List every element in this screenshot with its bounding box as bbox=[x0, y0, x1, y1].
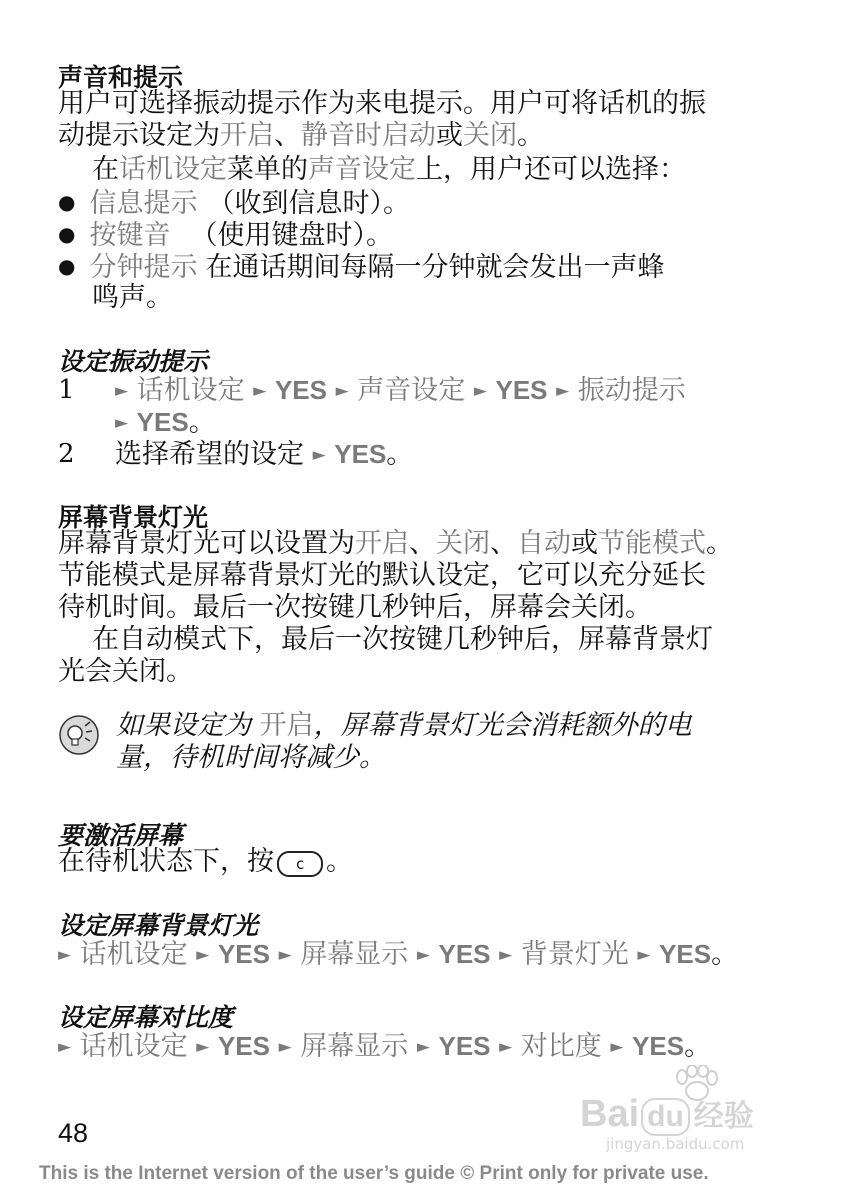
option-key-sound: 按键音 bbox=[89, 220, 171, 251]
menu-path bbox=[58, 938, 738, 971]
text: 。 bbox=[517, 120, 544, 151]
right-arrow-icon: ► bbox=[58, 1037, 72, 1057]
yes-key-label: YES bbox=[438, 939, 491, 969]
paragraph-line: 光会关闭。 bbox=[58, 656, 193, 687]
text: 屏幕背景灯光可以设置为 bbox=[58, 528, 355, 559]
section-heading-activate-screen: 要激活屏幕 bbox=[58, 821, 184, 850]
menu-path bbox=[58, 1030, 711, 1063]
option-off: 关闭 bbox=[436, 528, 490, 559]
step-2-text bbox=[115, 438, 413, 471]
section-heading-set-backlight: 设定屏幕背景灯光 bbox=[58, 911, 259, 940]
text: Bai bbox=[580, 1093, 640, 1135]
paragraph-line bbox=[92, 154, 686, 186]
option-off: 关闭 bbox=[463, 120, 517, 151]
text: 。 bbox=[711, 939, 739, 970]
bullet-item bbox=[58, 218, 393, 252]
text: 菜单的 bbox=[227, 154, 308, 185]
text: 或 bbox=[436, 120, 463, 151]
text: 、 bbox=[490, 528, 517, 559]
text: ，屏幕背景灯光会消耗额外的电 bbox=[313, 710, 692, 741]
yes-key-label: YES bbox=[274, 375, 327, 405]
menu-phone-settings: 话机设定 bbox=[79, 1031, 188, 1062]
bullet-icon: ● bbox=[58, 254, 76, 278]
page-number: 48 bbox=[58, 1118, 89, 1148]
right-arrow-icon: ► bbox=[196, 945, 210, 965]
c-key-icon: c bbox=[277, 851, 323, 877]
right-arrow-icon: ► bbox=[416, 945, 430, 965]
section-heading-backlight: 屏幕背景灯光 bbox=[58, 503, 209, 532]
yes-key-label: YES bbox=[334, 439, 387, 469]
text: du bbox=[641, 1098, 690, 1136]
text: 如果设定为 bbox=[116, 710, 251, 741]
watermark-url: jingyan.baidu.com bbox=[606, 1135, 745, 1153]
text: 。 bbox=[188, 407, 216, 438]
right-arrow-icon: ► bbox=[610, 1037, 624, 1057]
bullet-continuation: 鸣声。 bbox=[92, 282, 173, 313]
menu-sound-settings: 声音设定 bbox=[308, 154, 416, 185]
text: 在通话期间每隔一分钟就会发出一声蜂 bbox=[205, 252, 665, 283]
step-1-path-cont bbox=[115, 406, 216, 439]
text: （收到信息时）。 bbox=[207, 188, 410, 219]
step-1 bbox=[58, 374, 75, 406]
text: 在 bbox=[92, 154, 119, 185]
right-arrow-icon: ► bbox=[416, 1037, 430, 1057]
step-number: 1 bbox=[58, 375, 75, 405]
yes-key-label: YES bbox=[659, 939, 712, 969]
tip-text bbox=[116, 710, 692, 742]
bullet-item bbox=[58, 250, 664, 284]
step-2 bbox=[58, 438, 75, 470]
text: （使用键盘时）。 bbox=[190, 220, 393, 251]
tip-text-cont: 量，待机时间将减少。 bbox=[116, 742, 386, 773]
yes-key-label: YES bbox=[136, 407, 189, 437]
menu-backlight: 背景灯光 bbox=[520, 939, 629, 970]
text: 。 bbox=[386, 439, 414, 470]
text: 选择希望的设定 bbox=[115, 439, 304, 470]
option-message-alert: 信息提示 bbox=[89, 188, 198, 219]
right-arrow-icon: ► bbox=[115, 381, 129, 401]
right-arrow-icon: ► bbox=[278, 1037, 292, 1057]
menu-sound-settings: 声音设定 bbox=[357, 375, 466, 406]
menu-phone-settings: 话机设定 bbox=[136, 375, 245, 406]
text: 在待机状态下，按 bbox=[58, 846, 274, 877]
right-arrow-icon: ► bbox=[196, 1037, 210, 1057]
paragraph-line: 用户可选择振动提示作为来电提示。用户可将话机的振 bbox=[58, 88, 706, 119]
yes-key-label: YES bbox=[438, 1031, 491, 1061]
text: 、 bbox=[409, 528, 436, 559]
yes-key-label: YES bbox=[217, 939, 270, 969]
menu-display: 屏幕显示 bbox=[300, 939, 409, 970]
text: 。 bbox=[326, 846, 353, 877]
right-arrow-icon: ► bbox=[473, 381, 487, 401]
footer-notice: This is the Internet version of the user’s guide © Print only for private use. bbox=[39, 1163, 709, 1184]
right-arrow-icon: ► bbox=[58, 945, 72, 965]
bullet-icon: ● bbox=[58, 222, 76, 246]
menu-phone-settings: 话机设定 bbox=[119, 154, 227, 185]
right-arrow-icon: ► bbox=[312, 445, 326, 465]
option-on: 开启 bbox=[220, 120, 274, 151]
right-arrow-icon: ► bbox=[278, 945, 292, 965]
option-on: 开启 bbox=[355, 528, 409, 559]
menu-contrast: 对比度 bbox=[520, 1031, 602, 1062]
step-1-path bbox=[115, 374, 686, 407]
right-arrow-icon: ► bbox=[637, 945, 651, 965]
text: 或 bbox=[571, 528, 598, 559]
yes-key-label: YES bbox=[495, 375, 548, 405]
option-minute-minder: 分钟提示 bbox=[89, 252, 198, 283]
paragraph-line: 在自动模式下，最后一次按键几秒钟后，屏幕背景灯 bbox=[92, 624, 713, 655]
paragraph-line bbox=[58, 846, 353, 878]
option-auto: 自动 bbox=[517, 528, 571, 559]
section-heading-sound-alerts: 声音和提示 bbox=[58, 63, 184, 92]
watermark-brand bbox=[580, 1091, 754, 1136]
section-heading-set-vibrate: 设定振动提示 bbox=[58, 347, 209, 376]
step-number: 2 bbox=[58, 439, 75, 469]
right-arrow-icon: ► bbox=[499, 945, 513, 965]
lightbulb-tip-icon bbox=[58, 714, 100, 756]
option-silent-on: 静音时启动 bbox=[301, 120, 436, 151]
right-arrow-icon: ► bbox=[115, 413, 129, 433]
text: 。 bbox=[706, 528, 733, 559]
option-on: 开启 bbox=[259, 710, 314, 741]
right-arrow-icon: ► bbox=[253, 381, 267, 401]
bullet-item bbox=[58, 186, 410, 220]
option-eco-mode: 节能模式 bbox=[598, 528, 706, 559]
menu-phone-settings: 话机设定 bbox=[79, 939, 188, 970]
paragraph-line bbox=[58, 528, 733, 560]
text: 、 bbox=[274, 120, 301, 151]
menu-vibrate-alert: 振动提示 bbox=[577, 375, 686, 406]
section-heading-set-contrast: 设定屏幕对比度 bbox=[58, 1003, 234, 1032]
paragraph-line: 待机时间。最后一次按键几秒钟后，屏幕会关闭。 bbox=[58, 592, 652, 623]
text: 经验 bbox=[693, 1100, 754, 1133]
menu-display: 屏幕显示 bbox=[300, 1031, 409, 1062]
right-arrow-icon: ► bbox=[499, 1037, 513, 1057]
paragraph-line: 节能模式是屏幕背景灯光的默认设定，它可以充分延长 bbox=[58, 560, 706, 591]
right-arrow-icon: ► bbox=[335, 381, 349, 401]
text: 。 bbox=[684, 1031, 712, 1062]
bullet-icon: ● bbox=[58, 190, 76, 214]
yes-key-label: YES bbox=[632, 1031, 685, 1061]
baidu-watermark bbox=[580, 1065, 810, 1160]
text: 上，用户还可以选择： bbox=[416, 154, 686, 185]
yes-key-label: YES bbox=[217, 1031, 270, 1061]
text: 动提示设定为 bbox=[58, 120, 220, 151]
paragraph-line bbox=[58, 120, 544, 152]
right-arrow-icon: ► bbox=[556, 381, 570, 401]
